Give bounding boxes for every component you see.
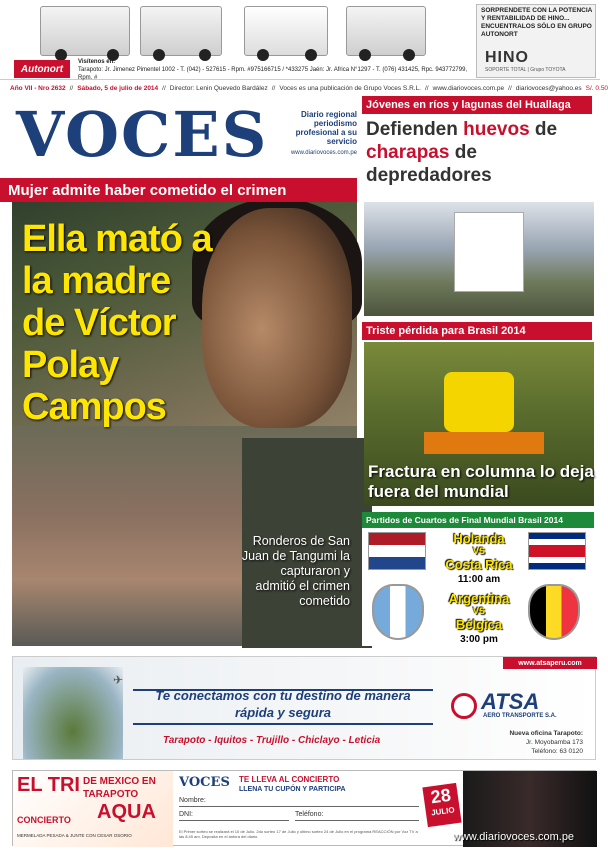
- turtles-group-photo[interactable]: [364, 202, 594, 316]
- atsa-url[interactable]: www.atsaperu.com: [503, 657, 597, 669]
- visit-label: Visítenos en:: [78, 59, 116, 65]
- lead-caption: Ronderos de San Juan de Tangumi la capturaron y admitió el crimen cometido: [241, 534, 350, 608]
- match-time: 3:00 pm: [460, 634, 498, 645]
- hino-subtitle: SOPORTE TOTAL | Grupo TOYOTA: [485, 67, 566, 73]
- office-phone: Teléfono: 63 0120: [531, 748, 583, 755]
- autonort-logo: Autonort: [14, 60, 70, 78]
- atsa-logo: ATSA: [481, 689, 540, 714]
- concierto-label: CONCIERTO: [17, 815, 71, 825]
- turtles-story-label[interactable]: Jóvenes en ríos y lagunas del Huallaga: [362, 96, 592, 114]
- woman-face: [202, 208, 352, 428]
- match-1[interactable]: [432, 532, 526, 586]
- lead-story-label[interactable]: Mujer admite haber cometido el crimen: [0, 178, 357, 202]
- atsa-logo-sub: AERO TRANSPORTE S.A.: [483, 713, 557, 719]
- vs-label: VS: [472, 606, 485, 616]
- team-name: Holanda: [453, 531, 505, 546]
- price: S/. 0.50: [585, 84, 608, 92]
- concert-date-badge: [422, 783, 461, 827]
- concert-advertisement[interactable]: [12, 770, 596, 846]
- stretcher: [424, 432, 544, 454]
- argentina-crest-icon: [372, 584, 424, 640]
- brazil-story-label[interactable]: Triste pérdida para Brasil 2014: [362, 322, 592, 340]
- bus-image: [244, 6, 328, 56]
- publisher: Voces es una publicación de Grupo Voces S.R.L.: [279, 84, 421, 92]
- masthead: [12, 96, 357, 176]
- headline-text: Defienden: [366, 119, 464, 140]
- travelers-photo: [23, 667, 123, 759]
- hino-promo[interactable]: [476, 4, 596, 78]
- atsa-office: [483, 729, 583, 756]
- el-tri-title: EL TRI: [17, 774, 80, 796]
- coupon-title: TE LLEVA AL CONCIERTO: [239, 775, 340, 784]
- el-tri-footer: MERMELADA PESADA & JUNTE CON CESAR OSORIO: [17, 833, 132, 838]
- footer-website[interactable]: www.diariovoces.com.pe: [453, 831, 575, 843]
- el-tri-subtitle: DE MEXICO EN TARAPOTO: [83, 776, 156, 800]
- name-field[interactable]: Nombre:: [179, 797, 419, 807]
- email-link[interactable]: diariovoces@yahoo.es: [515, 84, 582, 92]
- tagline: Diario regional periodismo profesional a su servicio: [295, 110, 357, 146]
- costa-rica-flag-icon: [528, 532, 586, 570]
- concert-month: JULIO: [430, 805, 456, 818]
- headline-text: de depredadores: [366, 142, 492, 186]
- vs-label: VS: [472, 546, 485, 556]
- match-time: 11:00 am: [457, 574, 501, 585]
- director: Director: Lenin Quevedo Bardález: [169, 84, 268, 92]
- team-name: Costa Rica: [445, 557, 513, 572]
- voces-logo[interactable]: VOCES: [16, 98, 269, 171]
- foundation-banner: [454, 212, 524, 292]
- headline-highlight: huevos: [463, 119, 530, 140]
- promo-text: SORPRENDETE CON LA POTENCIA Y RENTABILIDAD DE HINO... ENCUENTRALOS SÓLO EN GRUPO AUTONORT: [481, 7, 593, 38]
- airplane-icon: ✈: [113, 673, 124, 687]
- atsa-emblem-icon: [451, 693, 477, 719]
- coupon-subtitle: LLENA TU CUPÓN Y PARTICIPA: [239, 786, 346, 793]
- belgium-crest-icon: [528, 584, 580, 640]
- atsa-slogan: Te conectamos con tu destino de manera rápida y segura: [155, 688, 411, 720]
- headline-text: de: [529, 119, 558, 140]
- concert-coupon[interactable]: [175, 773, 430, 845]
- website-link[interactable]: www.diariovoces.com.pe: [432, 84, 505, 92]
- truck-image: [40, 6, 130, 56]
- headline-highlight: charapas: [366, 142, 450, 163]
- brazil-headline[interactable]: Fractura en columna lo deja fuera del mundial: [368, 462, 594, 501]
- world-cup-label[interactable]: Partidos de Cuartos de Final Mundial Brasil 2014: [362, 512, 594, 528]
- address-text: Tarapoto: Jr. Jimenez Pimentel 1002 - T. (042) - 527615 - Rpm. #975166715 / *433275 Jaén: Jr. Africa N°1297 - T. (076) 431425, Rpc. 943772799, Rpm. #: [78, 67, 468, 81]
- issue-number: Año VII - Nro 2632: [10, 84, 66, 92]
- office-address: Jr. Moyobamba 173: [525, 739, 583, 746]
- el-tri-promo: [13, 771, 173, 847]
- dni-field[interactable]: DNI:: [179, 811, 289, 821]
- top-advertisement[interactable]: [0, 0, 600, 80]
- aqua-title: AQUA: [97, 801, 156, 823]
- team-name: Argentina: [448, 591, 510, 606]
- coupon-voces-logo: VOCES: [179, 775, 230, 790]
- hino-logo: HINO: [485, 49, 529, 66]
- truck-image: [140, 6, 222, 56]
- issue-date: Sábado, 5 de julio de 2014: [77, 84, 159, 92]
- lead-headline[interactable]: Ella mató a la madre de Víctor Polay Campos: [22, 218, 212, 428]
- coupon-fine-print: El Primer sorteo se realizará el 10 de Julio. 2do sorteo 17 de Julio y último sorteo 24 de Julio en el programa REACCIÓN por Voz TV a las 8:45 am. Deposita en el ánfora del diario.: [179, 829, 418, 839]
- atsa-advertisement[interactable]: [12, 656, 596, 760]
- turtles-headline[interactable]: [366, 118, 592, 187]
- world-cup-matches: [362, 528, 594, 646]
- coupon-heading: [239, 775, 346, 794]
- netherlands-flag-icon: [368, 532, 426, 570]
- team-name: Bélgica: [455, 617, 503, 632]
- match-2[interactable]: [432, 592, 526, 646]
- concert-day: 28: [429, 784, 453, 808]
- yellow-jersey: [444, 372, 514, 432]
- masthead-website[interactable]: www.diariovoces.com.pe: [290, 150, 357, 156]
- phone-field[interactable]: Teléfono:: [295, 811, 419, 821]
- ad-addresses: [78, 58, 478, 82]
- truck-image: [346, 6, 426, 56]
- issue-info-strip: Año VII - Nro 2632 // Sábado, 5 de julio de 2014 // Director: Lenin Quevedo Bardález // Voces es una publicación de Grupo Voces S.R.L. // www.diariovoces.com.pe // diariovoces@yahoo.es S/. 0.50: [10, 84, 608, 92]
- atsa-cities: Tarapoto - Iquitos - Trujillo - Chiclayo - Leticia: [163, 735, 381, 746]
- office-title: Nueva oficina Tarapoto:: [509, 730, 583, 737]
